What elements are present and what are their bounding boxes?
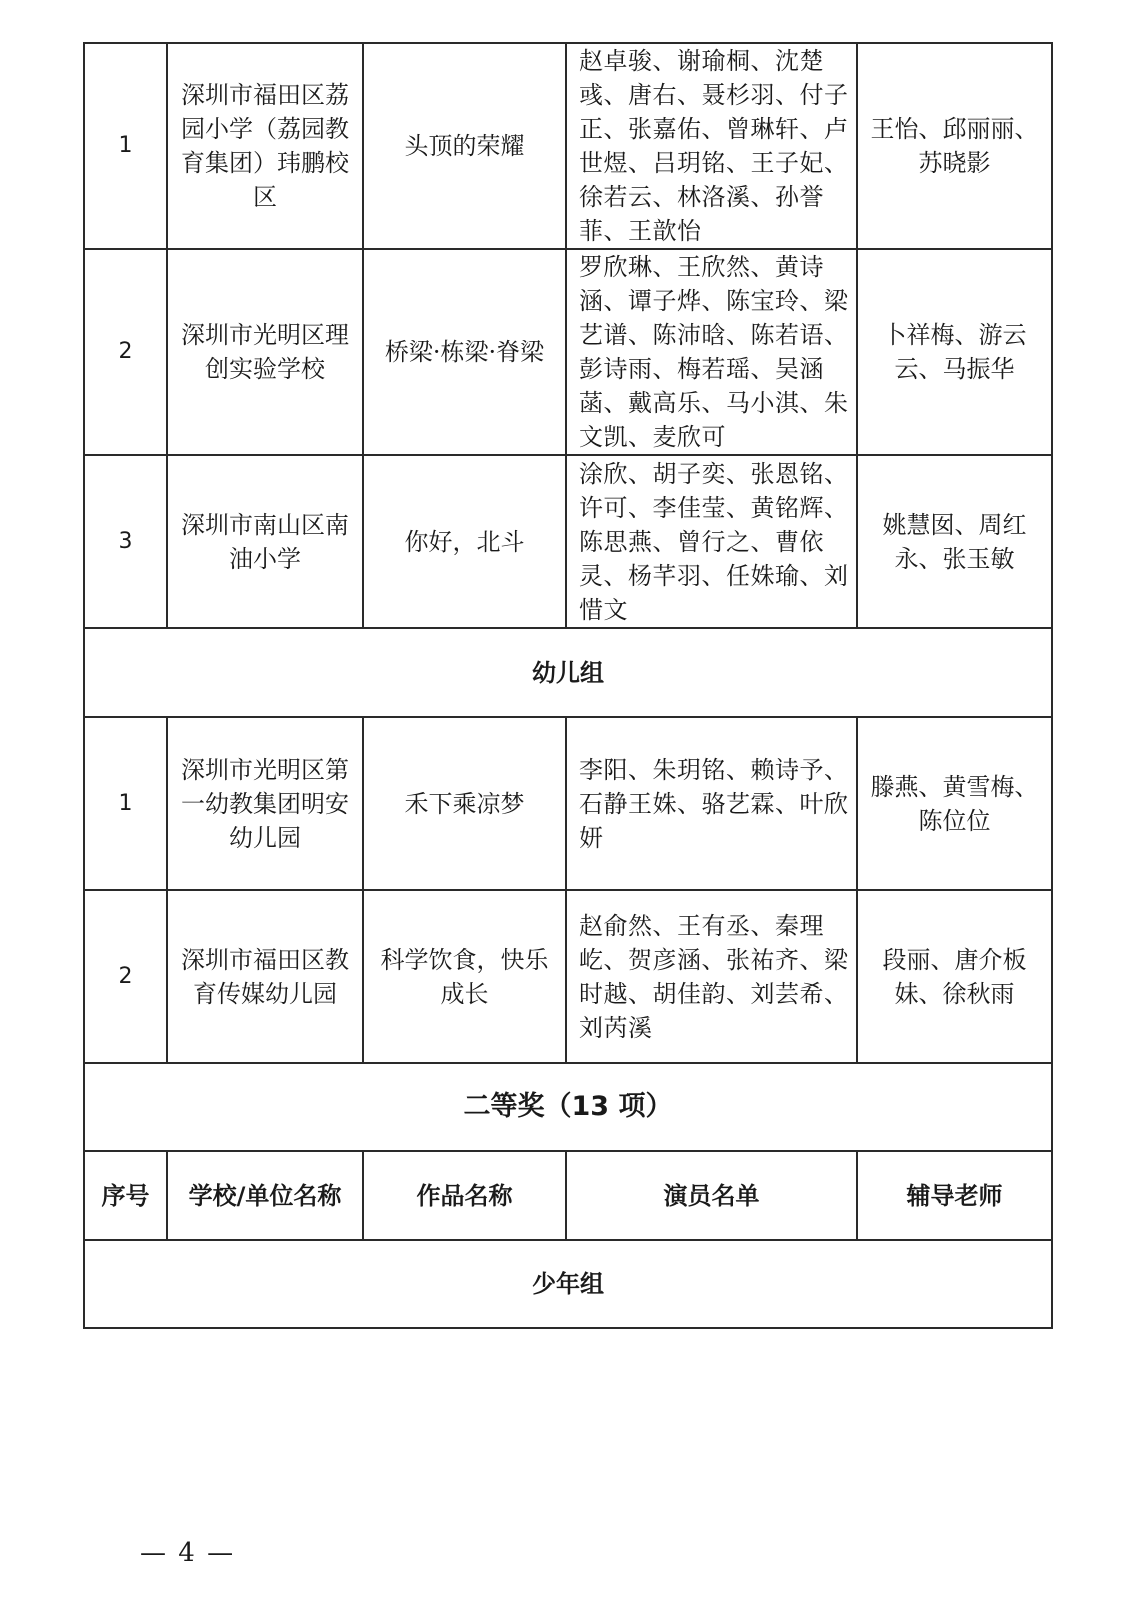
work-title: 科学饮食，快乐成长 [363, 890, 566, 1063]
row-index: 3 [84, 455, 167, 628]
performer-list: 赵卓骏、谢瑜桐、沈楚彧、唐右、聂杉羽、付子正、张嘉佑、曾琳轩、卢世煜、吕玥铭、王子妃、徐若云、林洛溪、孙誉菲、王歆怡 [566, 43, 857, 249]
work-title: 桥梁·栋梁·脊梁 [363, 249, 566, 455]
teacher-list: 王怡、邱丽丽、苏晓影 [857, 43, 1052, 249]
teacher-list: 段丽、唐介板妹、徐秋雨 [857, 890, 1052, 1063]
performer-list: 赵俞然、王有丞、秦理屹、贺彦涵、张祐齐、梁时越、胡佳韵、刘芸希、刘芮溪 [566, 890, 857, 1063]
table-row [84, 455, 1052, 628]
second-prize-title: 二等奖（13 项） [84, 1063, 1052, 1151]
table-row [84, 43, 1052, 249]
row-index: 2 [84, 249, 167, 455]
school-name: 深圳市南山区南油小学 [167, 455, 363, 628]
teacher-list: 卜祥梅、游云云、马振华 [857, 249, 1052, 455]
school-name: 深圳市光明区理创实验学校 [167, 249, 363, 455]
performer-list: 李阳、朱玥铭、赖诗予、石静王姝、骆艺霖、叶欣妍 [566, 717, 857, 890]
section-row [84, 1240, 1052, 1328]
teacher-list: 滕燕、黄雪梅、陈位位 [857, 717, 1052, 890]
performer-list: 涂欣、胡子奕、张恩铭、许可、李佳莹、黄铭辉、陈思燕、曾行之、曹依灵、杨芊羽、任姝瑜、刘惜文 [566, 455, 857, 628]
header-work: 作品名称 [363, 1151, 566, 1240]
work-title: 你好，北斗 [363, 455, 566, 628]
table-row [84, 249, 1052, 455]
row-index: 1 [84, 43, 167, 249]
row-index: 2 [84, 890, 167, 1063]
header-teachers: 辅导老师 [857, 1151, 1052, 1240]
table-row [84, 717, 1052, 890]
section-junior: 少年组 [84, 1240, 1052, 1328]
header-row [84, 1151, 1052, 1240]
header-index: 序号 [84, 1151, 167, 1240]
table-row [84, 890, 1052, 1063]
school-name: 深圳市光明区第一幼教集团明安幼儿园 [167, 717, 363, 890]
section-row [84, 1063, 1052, 1151]
award-table [83, 42, 1053, 1329]
work-title: 头顶的荣耀 [363, 43, 566, 249]
school-name: 深圳市福田区教育传媒幼儿园 [167, 890, 363, 1063]
work-title: 禾下乘凉梦 [363, 717, 566, 890]
school-name: 深圳市福田区荔园小学（荔园教育集团）玮鹏校区 [167, 43, 363, 249]
section-row [84, 628, 1052, 717]
teacher-list: 姚慧囡、周红永、张玉敏 [857, 455, 1052, 628]
page-number: — 4 — [140, 1538, 236, 1568]
header-school: 学校/单位名称 [167, 1151, 363, 1240]
row-index: 1 [84, 717, 167, 890]
section-kindergarten: 幼儿组 [84, 628, 1052, 717]
performer-list: 罗欣琳、王欣然、黄诗涵、谭子烨、陈宝玲、梁艺谱、陈沛晗、陈若语、彭诗雨、梅若瑶、吴涵菡、戴高乐、马小淇、朱文凯、麦欣可 [566, 249, 857, 455]
header-performers: 演员名单 [566, 1151, 857, 1240]
